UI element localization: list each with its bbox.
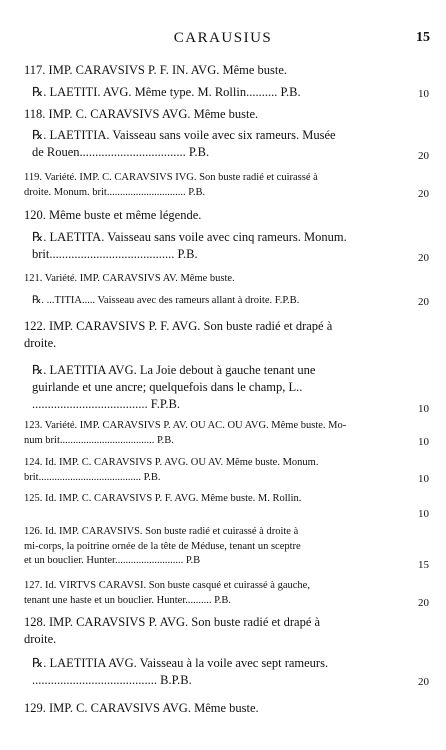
rarity-value: 10 <box>418 88 429 100</box>
rarity-value: 20 <box>418 296 429 308</box>
entry-line: ℞. LAETITIA AVG. La Joie debout à gauche tenant une <box>32 363 316 377</box>
entry-line: ℞. LAETITIA. Vaisseau sans voile avec six rameurs. Musée <box>32 128 336 142</box>
entry-line: mi-corps, la poitrine ornée de la tête de Méduse, tenant un sceptre <box>24 540 301 552</box>
rarity-value: 10 <box>418 436 429 448</box>
entry-line: de Rouen.................................. P.B. <box>32 145 210 159</box>
rarity-value: 20 <box>418 150 429 162</box>
entry-text: 120. Même buste et même légende. <box>24 208 202 222</box>
rarity-value: 20 <box>418 188 429 200</box>
entry-line: et un bouclier. Hunter.......................... P.B <box>24 555 201 566</box>
rarity-value: 15 <box>418 559 429 571</box>
entry-text: ℞. ...TITIA..... Vaisseau avec des rameurs allant à droite. F.P.B. <box>32 295 300 306</box>
entry-line: 119. Variété. IMP. C. CARAVSIVS IVG. Son buste radié et cuirassé à <box>24 172 318 183</box>
rarity-value: 20 <box>418 676 429 688</box>
entry-line: tenant une haste et un bouclier. Hunter.......... P.B. <box>24 594 232 606</box>
entry-text: 117. IMP. CARAVSIVS P. F. IN. AVG. Même buste. <box>24 63 288 77</box>
entry-line: droite. Monum. brit.............................. P.B. <box>24 186 206 198</box>
rarity-value: 10 <box>418 508 429 520</box>
entry-line: droite. <box>24 336 57 350</box>
rarity-value: 10 <box>418 403 429 415</box>
entry-text: ℞. LAETITI. AVG. Même type. M. Rollin.......... P.B. <box>32 85 301 99</box>
entry-line: ..................................... F.P.B. <box>32 397 180 411</box>
page-number: 15 <box>416 30 430 45</box>
entry-line: 123. Variété. IMP. CARAVSIVS P. AV. OU AC. OU AVG. Même buste. Mo- <box>24 420 347 431</box>
entry-line: 124. Id. IMP. C. CARAVSIVS P. AVG. OU AV. Même buste. Monum. <box>24 457 319 468</box>
rarity-value: 20 <box>418 597 429 609</box>
entry-line: guirlande et une ancre; quelquefois dans le champ, L.. <box>32 380 303 394</box>
entry-line: brit....................................... P.B. <box>24 471 161 483</box>
entry-text: 129. IMP. C. CARAVSIVS AVG. Même buste. <box>24 701 259 715</box>
entry-text: 121. Variété. IMP. CARAVSIVS AV. Même buste. <box>24 273 235 284</box>
page-title: CARAUSIUS <box>173 30 273 46</box>
entry-line: droite. <box>24 632 57 646</box>
entry-line: ℞. LAETITIA AVG. Vaisseau à la voile avec sept rameurs. <box>32 656 329 670</box>
entry-line: ℞. LAETITA. Vaisseau sans voile avec cinq rameurs. Monum. <box>32 230 347 244</box>
entry-line: brit........................................ P.B. <box>32 247 198 261</box>
entry-text: 118. IMP. C. CARAVSIVS AVG. Même buste. <box>24 107 259 121</box>
entry-line: 126. Id. IMP. CARAVSIVS. Son buste radié et cuirassé à droite à <box>24 526 299 537</box>
entry-line: num brit.................................... P.B. <box>24 434 174 446</box>
entry-line: ........................................ B.P.B. <box>32 673 192 687</box>
entry-line: 128. IMP. CARAVSIVS P. AVG. Son buste radié et drapé à <box>24 615 321 629</box>
entry-text: 125. Id. IMP. C. CARAVSIVS P. F. AVG. Même buste. M. Rollin. <box>24 493 302 504</box>
rarity-value: 20 <box>418 252 429 264</box>
entry-line: 127. Id. VIRTVS CARAVSI. Son buste casqué et cuirassé à gauche, <box>24 580 310 591</box>
rarity-value: 10 <box>418 473 429 485</box>
entry-line: 122. IMP. CARAVSIVS P. F. AVG. Son buste radié et drapé à <box>24 319 333 333</box>
page-header <box>0 28 446 50</box>
